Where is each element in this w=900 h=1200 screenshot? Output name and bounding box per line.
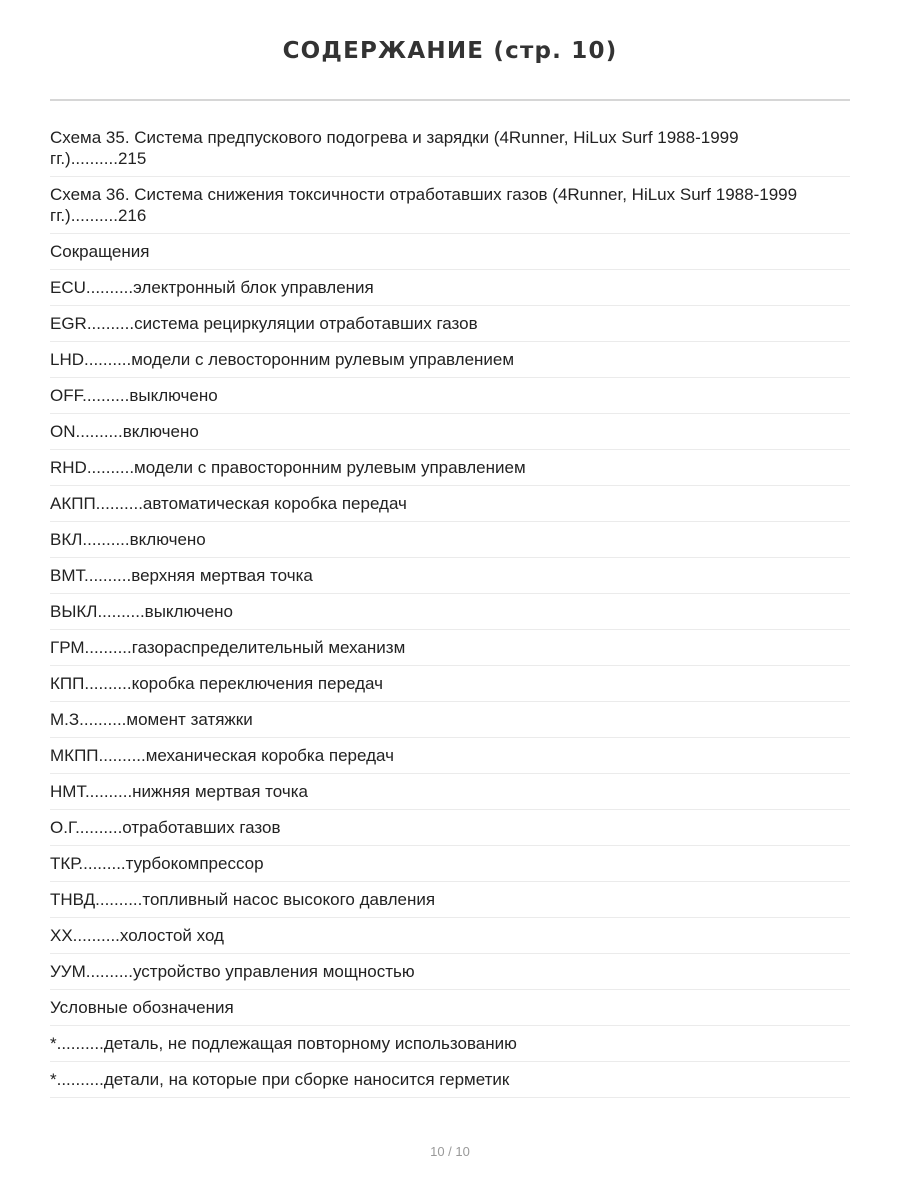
- toc-entry-lhd: LHD..........модели с левосторонним рулевым управлением: [50, 342, 850, 378]
- toc-entry-uum: УУМ..........устройство управления мощностью: [50, 954, 850, 990]
- toc-section-legend: Условные обозначения: [50, 990, 850, 1026]
- toc-entry-nmt: НМТ..........нижняя мертвая точка: [50, 774, 850, 810]
- toc-entry-vkl: ВКЛ..........включено: [50, 522, 850, 558]
- toc-entry-vmt: ВМТ..........верхняя мертвая точка: [50, 558, 850, 594]
- toc-entry-tnvd: ТНВД..........топливный насос высокого давления: [50, 882, 850, 918]
- toc-entry-mkpp: МКПП..........механическая коробка передач: [50, 738, 850, 774]
- toc-entry-off: OFF..........выключено: [50, 378, 850, 414]
- title-divider: [50, 99, 850, 101]
- toc-entry-vykl: ВЫКЛ..........выключено: [50, 594, 850, 630]
- toc-entry-akpp: АКПП..........автоматическая коробка передач: [50, 486, 850, 522]
- toc-entry-grm: ГРМ..........газораспределительный механизм: [50, 630, 850, 666]
- toc-entry-egr: EGR..........система рециркуляции отработавших газов: [50, 306, 850, 342]
- toc-entry-on: ON..........включено: [50, 414, 850, 450]
- toc-entry-og: О.Г..........отработавших газов: [50, 810, 850, 846]
- toc-entry-legend-sealant: *..........детали, на которые при сборке наносится герметик: [50, 1062, 850, 1098]
- toc-entry-xx: ХХ..........холостой ход: [50, 918, 850, 954]
- toc-entry-rhd: RHD..........модели с правосторонним рулевым управлением: [50, 450, 850, 486]
- toc-entry-kpp: КПП..........коробка переключения передач: [50, 666, 850, 702]
- toc-list: [50, 120, 850, 1098]
- toc-entry-tkr: ТКР..........турбокомпрессор: [50, 846, 850, 882]
- page-indicator: 10 / 10: [430, 1144, 470, 1159]
- toc-entry-mz: М.З..........момент затяжки: [50, 702, 850, 738]
- toc-entry-ecu: ECU..........электронный блок управления: [50, 270, 850, 306]
- page-title: СОДЕРЖАНИЕ (стр. 10): [282, 38, 618, 64]
- toc-entry-scheme-36: Схема 36. Система снижения токсичности отработавших газов (4Runner, HiLux Surf 1988-1999 гг.)..........216: [50, 177, 850, 234]
- toc-entry-scheme-35: Схема 35. Система предпускового подогрева и зарядки (4Runner, HiLux Surf 1988-1999 гг.)..........215: [50, 120, 850, 177]
- toc-section-abbreviations: Сокращения: [50, 234, 850, 270]
- toc-entry-legend-non-reusable: *..........деталь, не подлежащая повторному использованию: [50, 1026, 850, 1062]
